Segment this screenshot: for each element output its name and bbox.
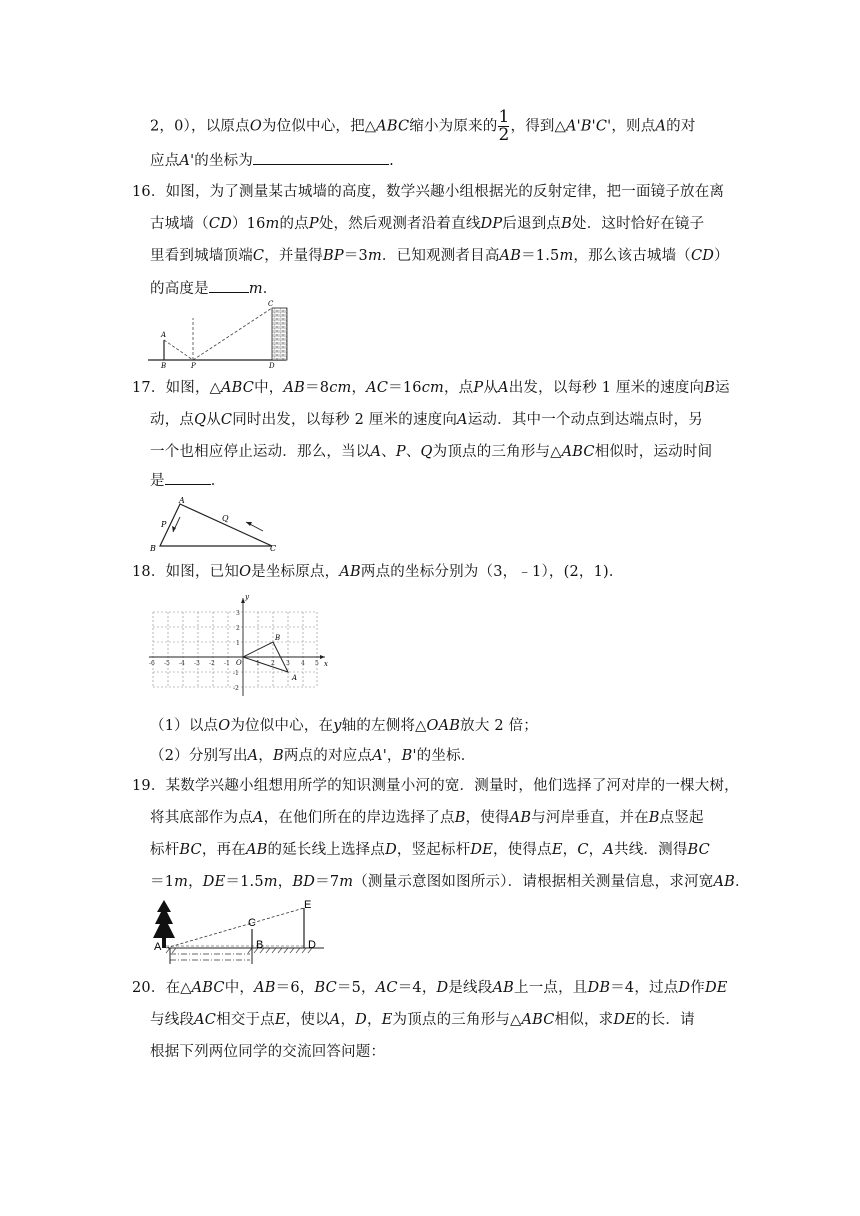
text: 将其底部作为点 [150,810,253,826]
q17-figure [148,494,280,552]
text: ＝16 [388,380,422,396]
x-tick: 1 [256,660,260,667]
text: ， [340,1012,356,1028]
label-p: P [191,362,196,370]
text: A [655,118,667,135]
label-c: C [248,917,256,929]
text: ABC [221,380,255,396]
x-axis-label: x [324,660,328,668]
text: DE [613,1012,636,1028]
text: E [381,1012,393,1028]
label-b: B [256,939,264,951]
text: ，并量得 [264,248,324,264]
text: ，再在 [201,842,246,858]
text: 为位似中心，在 [230,718,334,734]
text: 相似时，运动时间 [594,444,713,460]
text: 为位似中心，把△ [261,118,377,135]
label-d: D [269,362,275,370]
text: C [577,842,589,858]
text: ，点 [443,380,474,396]
text: 点竖起 [659,810,704,826]
text: 后退到点 [502,216,562,232]
text: ＝4， [397,980,437,996]
text: A [498,380,509,396]
city-wall [272,308,287,360]
text: DE [202,874,226,890]
text: 如图，已知 [165,564,240,580]
text: y [333,718,342,734]
text: ， [258,748,273,764]
text: 动，点 [150,412,195,428]
text: A [329,1012,341,1028]
question-number: 19． [132,778,166,794]
text: ， [562,842,578,858]
text: 的坐标． [416,748,476,764]
y-tick: -2 [233,685,239,692]
text: ＝1.5 [521,248,560,264]
text: DE [470,842,494,858]
text: B [648,810,660,826]
text: A [457,412,468,428]
text: （测量示意图如图所示）．请根据相关测量信息，求河宽 [353,874,714,890]
text: 共线．测得 [614,842,688,858]
x-axis-arrow [320,655,325,659]
x-tick: 5 [315,660,319,667]
text: 的高度是 [150,281,209,297]
text: CD [691,248,715,264]
text: C [220,412,233,428]
text: D [436,980,449,996]
text: cm [421,380,444,396]
text: m [265,216,280,232]
text: B' [401,748,417,764]
text: ABC [191,980,225,996]
text: AB [283,380,306,396]
text: ， [188,874,203,890]
answer-blank[interactable] [209,278,249,293]
text: 从 [206,412,221,428]
text: 为顶点的三角形与△ [392,1012,522,1028]
question-number: 18． [132,564,166,580]
text: ． [210,473,226,489]
text: 作 [690,980,705,996]
x-tick: -6 [149,660,155,667]
text: Q [194,412,207,428]
question-number: 20． [132,980,166,996]
text: 两点的对应点 [283,748,373,764]
text: ， [277,874,293,890]
text: ＝1 [150,874,175,890]
text: D [385,842,397,858]
text: E [274,1012,286,1028]
text: AB [492,980,514,996]
text: BP [323,248,344,264]
text: O [239,564,252,580]
q16-line-1 [132,182,724,202]
y-tick: 2 [236,625,240,632]
text: 、 [405,444,421,460]
text: O [218,718,231,734]
text: O [249,118,262,135]
text: ＝3 [343,248,368,264]
sight-line-ap [164,340,193,360]
text: ， [588,842,604,858]
y-tick: -1 [233,670,239,677]
text: 与线段 [150,1012,195,1028]
label-e: E [304,899,312,911]
label-a: A [179,496,185,505]
text: 古城墙（ [150,216,209,232]
text: ． [735,874,750,890]
text: ABC [376,118,410,135]
text: ，使得 [465,810,510,826]
q17-line-4 [150,470,225,491]
text: ＝7 [315,874,340,890]
text: ，得到△ [510,118,566,135]
text: 中， [254,380,284,396]
text: 运动．其中一个动点到达端点时，另 [467,412,703,428]
text: ，那么该古城墙（ [573,248,691,264]
text: D [678,980,691,996]
text: BC [314,980,337,996]
text: P [473,380,484,396]
text: 某数学兴趣小组想用所学的知识测量小河的宽．测量时，他们选择了河对岸的一棵大树， [165,778,739,794]
q17-line-1 [132,378,730,398]
text: . [389,153,394,169]
text: 上一点，且 [514,980,588,996]
text: Q [420,444,433,460]
text: m [174,874,189,890]
text: ＝4，过点 [610,980,679,996]
answer-blank[interactable] [165,470,211,485]
text: ＝1.5 [225,874,264,890]
text: m [559,248,574,264]
x-tick: -1 [224,660,230,667]
text: AB [339,564,361,580]
x-tick: 2 [271,660,275,667]
text: C [252,248,265,264]
text: ，则点 [611,118,656,135]
q19-figure [152,896,324,968]
fraction-one-half [498,107,510,145]
x-tick: -2 [209,660,215,667]
text: 处．这时恰好在镜子 [572,216,705,232]
q20-line-1 [132,978,728,998]
q18-line-1 [132,562,624,582]
label-b: B [150,544,156,552]
label-b: B [275,634,281,642]
q17-line-3 [150,442,712,462]
text: 里看到城墙顶端 [150,248,253,264]
label-c: C [270,544,277,552]
text: CD [208,216,232,232]
text: 处，然后观测者沿着直线 [318,216,481,232]
q15-line-2 [150,150,394,171]
label-a: A [292,674,298,682]
text: 是 [150,473,165,489]
fraction-denominator: 2 [498,125,510,145]
text: 出发，以每秒 1 厘米的速度向 [508,380,705,396]
text: 如图，为了测量某古城墙的高度，数学兴趣小组根据光的反射定律，把一面镜子放在离 [165,184,725,200]
text: A [603,842,615,858]
text: 应点 [150,153,180,169]
text: B [454,810,466,826]
q18-sub-1 [150,716,538,736]
text: BD [292,874,316,890]
text: 的点 [279,216,309,232]
text: 的延长线上选择点 [267,842,386,858]
label-b: B [161,362,167,370]
x-tick: -4 [179,660,185,667]
text: ，使以 [285,1012,330,1028]
origin-label: O [236,659,242,667]
y-tick: 1 [236,640,240,647]
sight-line-ae [166,908,304,948]
q15-line-1 [150,107,696,145]
q16-line-4 [150,278,277,299]
text: ＝5， [336,980,376,996]
text: A [370,444,382,460]
text: 根据下列两位同学的交流回答问题： [150,1044,386,1060]
x-tick: 3 [286,660,290,667]
text: DE [704,980,728,996]
river-hatch [166,948,312,953]
q19-line-4 [150,872,750,892]
y-axis-label: y [245,593,249,601]
text: BC [179,842,202,858]
fraction-numerator: 1 [498,107,510,127]
x-tick: -5 [164,660,170,667]
text: 的坐标为 [194,153,254,169]
text: 是坐标原点， [251,564,340,580]
q18-figure [145,590,335,700]
q20-line-3 [150,1042,385,1062]
text: AB [509,810,532,826]
text: ，使得点 [493,842,552,858]
text: A [252,810,264,826]
text: BC [687,842,710,858]
text: m [339,874,354,890]
text: AC [375,980,398,996]
q18-sub-2 [150,746,475,766]
text: ABC [561,444,595,460]
text: 如图，△ [165,380,222,396]
text: 2，0），以原点 [150,118,250,135]
text: AC [194,1012,217,1028]
text: A' [372,748,387,764]
text: 在△ [165,980,192,996]
text: （2）分别写出 [150,748,248,764]
text: AB [245,842,268,858]
label-a: A [154,941,162,953]
question-number: 16． [132,184,166,200]
text: 是线段 [448,980,493,996]
text: AB [713,874,736,890]
text: ）16 [231,216,266,232]
q16-line-3 [150,246,729,266]
text: AC [366,380,389,396]
text: 两点的坐标分别为（3，﹣1），(2，1)． [360,564,624,580]
text: 、 [381,444,396,460]
text: 运 [715,380,730,396]
text: D [355,1012,367,1028]
text: ，竖起标杆 [396,842,471,858]
text: B [704,380,716,396]
text: DB [587,980,611,996]
text: 缩小为原来的 [409,118,498,135]
text: 的长．请 [635,1012,695,1028]
text: 轴的左侧将△ [341,718,427,734]
text: m [248,281,263,297]
text: ） [714,248,729,264]
q16-figure [148,298,298,370]
label-q: Q [222,514,229,523]
text: AB [499,248,522,264]
text: ， [386,748,402,764]
text: ． [262,281,278,297]
text: cm [329,380,352,396]
text: 从 [483,380,499,396]
label-d: D [308,939,316,951]
text: A'B'C' [565,118,612,135]
text: ABC [521,1012,555,1028]
text: 相似，求 [554,1012,614,1028]
text: AB [254,980,276,996]
text: B [273,748,284,764]
text: ＝8 [305,380,330,396]
text: A' [179,153,195,169]
text: 一个也相应停止运动．那么，当以 [150,444,371,460]
text: m [367,248,382,264]
text: 同时出发，以每秒 2 厘米的速度向 [232,412,458,428]
label-a: A [161,331,167,339]
text: 中， [224,980,255,996]
text: 相交于点 [216,1012,275,1028]
q19-line-3 [150,840,710,860]
text: P [395,444,406,460]
arrow-q-head [246,522,252,526]
triangle-abc [160,504,272,546]
text: P [308,216,319,232]
label-c: C [268,300,274,308]
q19-line-2 [150,808,704,828]
text: 标杆 [150,842,180,858]
text: A [247,748,259,764]
text: E [551,842,563,858]
text: ．已知观测者目高 [381,248,500,264]
text: ， [367,1012,382,1028]
q19-line-1 [132,776,739,796]
text: 放大 2 倍； [460,718,538,734]
q16-line-2 [150,214,704,234]
q17-line-2 [150,410,703,430]
text: 的对 [666,118,696,135]
y-tick: 3 [236,610,240,617]
text: B [561,216,572,232]
text: ，在他们所在的岸边选择了点 [263,810,455,826]
text: 为顶点的三角形与△ [432,444,562,460]
answer-blank[interactable] [253,150,389,165]
text: ， [351,380,367,396]
text: m [263,874,278,890]
label-p: P [161,520,167,529]
x-tick: 4 [301,660,305,667]
text: ＝6， [275,980,315,996]
text: DP [480,216,503,232]
text: OAB [426,718,461,734]
x-tick: -3 [194,660,200,667]
q20-line-2 [150,1010,695,1030]
text: （1）以点 [150,718,219,734]
question-number: 17． [132,380,166,396]
sight-line-pc [193,308,272,360]
text: 与河岸垂直，并在 [531,810,649,826]
